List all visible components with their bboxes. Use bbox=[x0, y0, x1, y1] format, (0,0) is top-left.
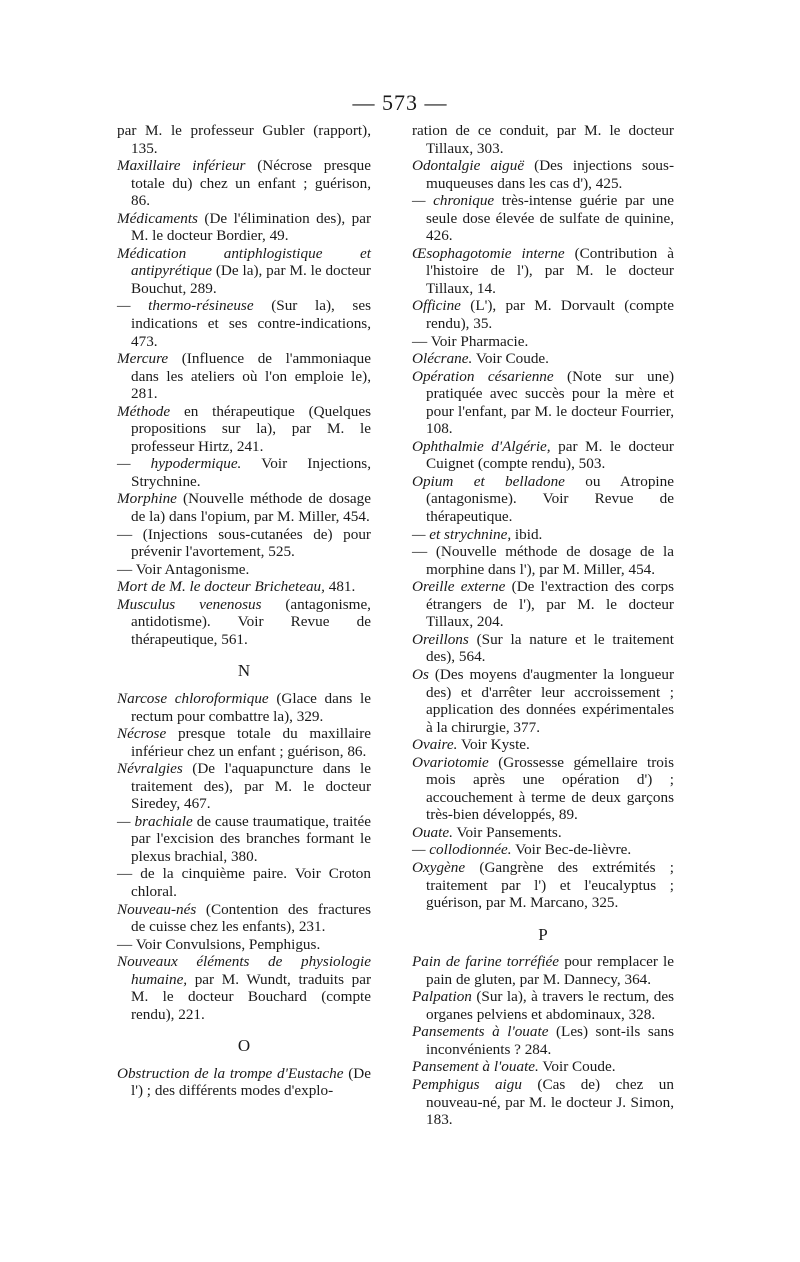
index-entry bbox=[117, 245, 371, 298]
entry-term: Ouate. bbox=[412, 823, 453, 841]
entry-text: (Contention des fractures de cuisse chez les enfants), 231. bbox=[131, 900, 371, 936]
index-entry bbox=[412, 953, 674, 988]
index-entry bbox=[117, 760, 371, 813]
index-entry bbox=[412, 473, 674, 526]
entry-text: ou Atropine (antagonisme). Voir Revue de thérapeutique. bbox=[426, 472, 674, 526]
index-entry bbox=[412, 1023, 674, 1058]
entry-term: Musculus venenosus bbox=[117, 595, 262, 613]
index-entry bbox=[412, 631, 674, 666]
index-entry bbox=[117, 490, 371, 525]
entry-text: — (Injections sous-cutanées de) pour prévenir l'avortement, 525. bbox=[117, 525, 371, 561]
index-entry bbox=[412, 1076, 674, 1129]
index-entry bbox=[117, 561, 371, 579]
entry-text: par M. le professeur Gubler (rapport), 135. bbox=[117, 122, 371, 157]
index-entry bbox=[412, 666, 674, 736]
section-letter-o: O bbox=[237, 1036, 251, 1056]
index-entry bbox=[412, 543, 674, 578]
index-entry bbox=[117, 865, 371, 900]
entry-text: Voir Kyste. bbox=[457, 736, 530, 754]
entry-term: Médication antiphlogistique et antipyrétique bbox=[117, 244, 371, 280]
entry-text: — (Nouvelle méthode de dosage de la morphine dans l'), par M. Miller, 454. bbox=[412, 543, 674, 578]
index-entry bbox=[117, 953, 371, 1023]
entry-text: (Glace dans le rectum pour combattre la), 329. bbox=[131, 689, 371, 725]
entry-term: — brachiale bbox=[117, 812, 193, 830]
index-entry bbox=[117, 936, 371, 954]
entry-text: (Des moyens d'augmenter la longueur des) et d'arrêter leur accroissement ; application des données expérimentales à la chirurgie, 377. bbox=[426, 665, 674, 736]
entry-term: — chronique bbox=[412, 192, 495, 210]
entry-term: Ovaire. bbox=[412, 736, 458, 754]
index-entry bbox=[412, 988, 674, 1023]
index-entry bbox=[117, 403, 371, 456]
index-entry bbox=[117, 210, 371, 245]
right-column bbox=[412, 122, 674, 1129]
entry-term: Œsophagotomie interne bbox=[412, 244, 565, 262]
entry-term: Pemphigus aigu bbox=[412, 1075, 522, 1093]
entry-term: Pansement à l'ouate. bbox=[412, 1058, 539, 1076]
entry-text: (Sur la nature et le traitement des), 564. bbox=[426, 630, 674, 666]
index-entry bbox=[412, 526, 674, 544]
index-entry bbox=[117, 690, 371, 725]
index-entry bbox=[412, 859, 674, 912]
entry-text: (Contribution à l'histoire de l'), par M. le docteur Tillaux, 14. bbox=[426, 244, 674, 297]
entry-term: Névralgies bbox=[117, 760, 183, 778]
entry-text: (De l'extraction des corps étrangers de l'), par M. le docteur Tillaux, 204. bbox=[426, 578, 674, 631]
entry-term: Os bbox=[412, 665, 429, 683]
entry-term: Nécrose bbox=[117, 725, 167, 743]
entry-text: — Voir Antagonisme. bbox=[117, 560, 250, 578]
entry-text: très-intense guérie par une seule dose élevée de sulfate de quinine, 426. bbox=[426, 192, 674, 245]
entry-term: — collodionnée. bbox=[412, 841, 512, 859]
entry-text: (Influence de l'ammoniaque dans les ateliers où l'on emploie le), 281. bbox=[131, 350, 371, 403]
entry-text: (Gangrène des extrémités ; traitement par l') et l'eucalyptus ; guérison, par M. Marcano, 325. bbox=[426, 858, 674, 912]
entry-text: presque totale du maxillaire inférieur chez un enfant ; guérison, 86. bbox=[131, 725, 371, 760]
index-entry bbox=[412, 1058, 674, 1076]
section-letter-n: N bbox=[237, 661, 251, 681]
index-entry bbox=[117, 596, 371, 649]
index-entry bbox=[412, 368, 674, 438]
entry-term: Olécrane. bbox=[412, 350, 473, 368]
index-entry bbox=[412, 438, 674, 473]
entries-p bbox=[412, 953, 674, 1128]
entry-term: Médicaments bbox=[117, 209, 198, 227]
entry-term: Méthode bbox=[117, 402, 171, 420]
page-number: — 573 — bbox=[352, 90, 448, 115]
index-entry bbox=[117, 455, 371, 490]
index-entry bbox=[412, 297, 674, 332]
entry-text: (Cas de) chez un nouveau-né, par M. le docteur J. Simon, 183. bbox=[426, 1075, 674, 1129]
index-entry bbox=[412, 245, 674, 298]
entry-text: (De la), par M. le docteur Bouchut, 289. bbox=[131, 262, 371, 297]
index-entry bbox=[117, 1065, 371, 1100]
entry-term: Narcose chloroformique bbox=[117, 689, 269, 707]
index-entry bbox=[412, 122, 674, 157]
entry-term: Nouveau-nés bbox=[117, 900, 197, 918]
entry-text: pour remplacer le pain de gluten, par M. Dannecy, 364. bbox=[426, 953, 674, 988]
entry-text: (Sur la), ses indications et ses contre-indications, 473. bbox=[131, 297, 371, 350]
entries-m bbox=[117, 122, 371, 648]
entry-term: Mercure bbox=[117, 350, 169, 368]
entry-term: Nouveaux éléments de physiologie humaine, bbox=[117, 953, 371, 988]
index-entry bbox=[412, 192, 674, 245]
entry-text: de cause traumatique, traitée par l'excision des branches formant le plexus brachial, 380. bbox=[131, 812, 371, 865]
index-entry bbox=[412, 841, 674, 859]
entry-term: — et strychnine, bbox=[412, 525, 512, 543]
index-entry bbox=[412, 754, 674, 824]
entry-term: Ovariotomie bbox=[412, 753, 489, 771]
entry-text: en thérapeutique (Quelques propositions sur la), par M. le professeur Hirtz, 241. bbox=[131, 402, 371, 455]
entry-text: (Grossesse gémellaire trois mois après une opération d') ; accouchement à terme de deux garçons très-bien développés, 89. bbox=[426, 753, 674, 824]
index-entry bbox=[117, 122, 371, 157]
entry-text: (Nouvelle méthode de dosage de la) dans l'opium, par M. Miller, 454. bbox=[131, 490, 371, 526]
entry-text: par M. Wundt, traduits par M. le docteur Bouchard (compte rendu), 221. bbox=[131, 970, 371, 1023]
index-entry bbox=[412, 824, 674, 842]
entry-text: (De l'élimination des), par M. le docteur Bordier, 49. bbox=[131, 209, 371, 245]
entry-term: Obstruction de la trompe d'Eustache bbox=[117, 1064, 344, 1082]
entry-text: (Sur la), à travers le rectum, des organes pelviens et abdominaux, 328. bbox=[426, 988, 674, 1023]
entry-term: Opération césarienne bbox=[412, 367, 554, 385]
entry-term: Pain de farine torréfiée bbox=[412, 953, 560, 971]
entry-text: (Nécrose presque totale du) chez un enfant ; guérison, 86. bbox=[131, 157, 371, 210]
entry-text: — Voir Convulsions, Pemphigus. bbox=[117, 935, 321, 953]
entry-text: (Note sur une) pratiquée avec succès pour la mère et pour l'enfant, par M. le docteur Fourrier, 108. bbox=[426, 367, 674, 438]
index-entry bbox=[412, 157, 674, 192]
entry-term: Opium et belladone bbox=[412, 472, 565, 490]
entry-text: Voir Injections, Strychnine. bbox=[131, 455, 371, 490]
entry-term: Oreillons bbox=[412, 630, 469, 648]
entry-term: Oreille externe bbox=[412, 578, 506, 596]
entries-n bbox=[117, 690, 371, 1023]
entries-o-continued bbox=[412, 122, 674, 912]
index-entry bbox=[117, 725, 371, 760]
entry-term: — hypodermique. bbox=[117, 455, 242, 473]
entry-text: 481. bbox=[324, 578, 356, 596]
index-entry bbox=[117, 297, 371, 350]
entry-term: Pansements à l'ouate bbox=[412, 1023, 549, 1041]
entry-text: (De l') ; des différents modes d'explo- bbox=[131, 1064, 371, 1100]
entry-term: Officine bbox=[412, 297, 461, 315]
entry-term: Oxygène bbox=[412, 858, 466, 876]
left-column bbox=[117, 122, 371, 1100]
entry-text: — Voir Pharmacie. bbox=[412, 332, 529, 350]
entry-text: (Des injections sous-muqueuses dans les cas d'), 425. bbox=[426, 157, 674, 192]
entry-text: Voir Coude. bbox=[538, 1058, 616, 1076]
entry-text: ration de ce conduit, par M. le docteur Tillaux, 303. bbox=[412, 122, 674, 157]
entry-text: (De l'aquapuncture dans le traitement des), par M. le docteur Siredey, 467. bbox=[131, 760, 371, 813]
entry-text: — de la cinquième paire. Voir Croton chloral. bbox=[117, 865, 371, 900]
index-entry bbox=[117, 157, 371, 210]
entry-text: ibid. bbox=[511, 525, 543, 543]
index-entry bbox=[117, 813, 371, 866]
entry-term: Ophthalmie d'Algérie, bbox=[412, 437, 551, 455]
entry-term: Morphine bbox=[117, 490, 177, 508]
entry-text: (antagonisme, antidotisme). Voir Revue de thérapeutique, 561. bbox=[131, 595, 371, 648]
entry-term: Palpation bbox=[412, 988, 472, 1006]
index-entry bbox=[117, 526, 371, 561]
index-entry bbox=[412, 736, 674, 754]
entry-term: Mort de M. le docteur Bricheteau, bbox=[117, 578, 325, 596]
index-entry bbox=[412, 350, 674, 368]
entry-term: — thermo-résineuse bbox=[117, 297, 254, 315]
entry-text: par M. le docteur Cuignet (compte rendu), 503. bbox=[426, 437, 674, 473]
index-entry bbox=[117, 350, 371, 403]
index-entry bbox=[412, 333, 674, 351]
index-entry bbox=[412, 578, 674, 631]
entries-o bbox=[117, 1065, 371, 1100]
entry-text: (L'), par M. Dorvault (compte rendu), 35. bbox=[426, 297, 674, 333]
entry-text: Voir Pansements. bbox=[452, 823, 562, 841]
entry-text: Voir Coude. bbox=[472, 350, 549, 368]
index-entry bbox=[117, 578, 371, 596]
index-entry bbox=[117, 901, 371, 936]
entry-term: Maxillaire inférieur bbox=[117, 157, 246, 175]
entry-text: (Les) sont-ils sans inconvénients ? 284. bbox=[426, 1023, 674, 1058]
entry-text: Voir Bec-de-lièvre. bbox=[511, 841, 632, 859]
entry-term: Odontalgie aiguë bbox=[412, 157, 525, 175]
section-letter-p: P bbox=[538, 924, 548, 944]
